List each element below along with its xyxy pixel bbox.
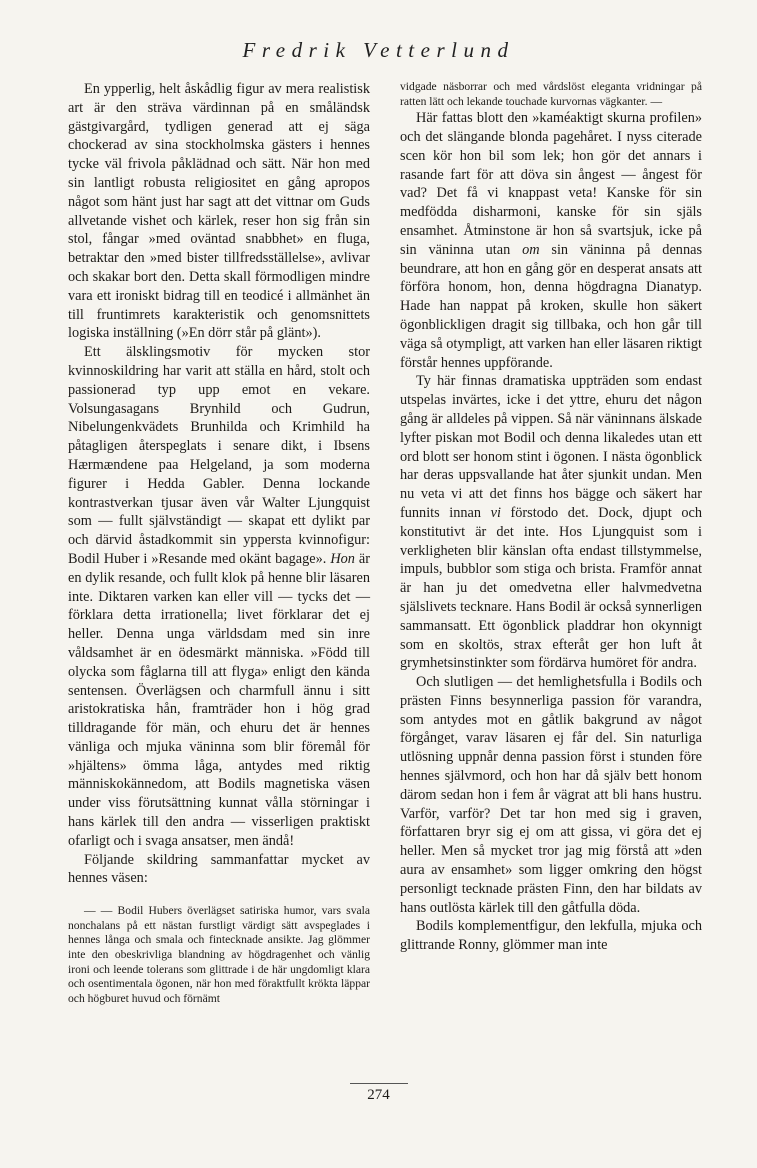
text-run: Ett älsklingsmotiv för mycken stor kvinnoskildring har varit att ställa en hård, stolt och passionerad typ upp emot en vekare. Volsungasagans Brynhild och Gudrun, Nibelungenkvädets Brunhilda och Krimhild ha påtagligen återspeglats i senare dikt, i Ibsens Hærmændene paa Helgeland, ja som moderna figurer i Hedda Gabler. Denna lockande kontrastverkan tjusar även vår Walter Ljungquist som — fullt självständigt — skapat ett dylikt par och därvid åstadkommit sin yppersta kvinnofigur: Bodil Huber i »Resande med okänt bagage».	[68, 344, 370, 567]
emphasis: om	[522, 241, 540, 258]
text-run: Här fattas blott den »kaméaktigt skurna profilen» och det slängande blonda pagehåret. I nyss citerade scen kör hon bil som lek; hon gör det annars i rasande fart för att döva sin ångest — ångest för vad? Det få vi knappast veta! Kanske för sin medfödda disharmoni, kanske för sin själs ensamhet. Åtminstone är hon så svartsjuk, icke på sin väninna utan	[400, 110, 702, 258]
paragraph	[400, 109, 702, 372]
paragraph: Och slutligen — det hemlighetsfulla i Bodils och prästen Finns besynnerliga passion för varandra, som antydes mot en gåtlik bakgrund av något förgånget, varav läsaren ej får del. Sin naturliga utlösning uppnår denna passion först i stunden före hennes självmord, och hon har då själv bett honom därom sedan hon i fem år vägrat att bli hans hustru. Varför, varför? Det tar hon med sig i graven, författaren bryr sig ej om att gissa, vi göra det ej heller. Men så mycket tror jag mig förstå att »den aura av ensamhet» som ligger omkring den högst personligt tecknade prästen Finn, den har bildats av hans outlösta kärlek till den gåtfulla döda.	[400, 674, 702, 916]
page-number: 274	[367, 1087, 390, 1103]
text-run: Ty här finnas dramatiska uppträden som endast utspelas invärtes, icke i det yttre, ehuru det någon gång är alldeles på vippen. Så när väninnans älskade lyfter piskan mot Bodil och denna likaledes utan ett ord blott ser honom stint i ögonen. I nästa ögonblick har deras uppsvallande hat åter sjunkit undan. Men nu veta vi att det finns hos bägge och säkert har funnits innan	[400, 373, 702, 521]
text-run: är en dylik resande, och fullt klok på henne blir läsaren inte. Diktaren varken kan eller vill — tycks det — förklara detta irrationella; livet förklarar det ej heller. Denna unga världsdam med sin inre våldsamhet är en ödesmärkt människa. »Född till olycka som fåglarna till att flyga» enligt den kända sentensen. Överlägsen och charmfull ännu i sitt aristokratiska hån, framträder hon i hög grad tilldragande för män, och ehuru det är hennes vänliga och mjuka väninna som blir föremål för »hjältens» ömma låga, antydes med riktig människokännedom, att Bodils magnetiska väsen under viss förutsättning kunnat vålla störningar i hans kärlek till den andra — visserligen praktiskt ofarligt och i svaga ansatser, men ändå!	[68, 550, 370, 849]
paragraph	[400, 372, 702, 673]
emphasis: vi	[490, 504, 501, 521]
block-quote: — — Bodil Hubers överlägset satiriska humor, vars svala nonchalans på ett nästan furstligt värdigt sätt avspeglades i hennes långa och smala och fintecknade ansikte. Jag glömmer inte den obeskrivliga blandning av högdragenhet och vänlig ironi och leende tolerans som glittrade i de här ungdomligt klara och osentimentala ögonen, när hon med föraktfullt krökta läppar och högburet huvud och förnämt	[68, 904, 370, 1005]
text-run: sin väninna på dennas beundrare, att hon en gång gör en desperat ansats att förföra honom, hon, denna högdragna Dianatyp. Hade han nappat på kroken, skulle hon säkert ögonblickligen dragit sig tillbaka, och hon går till väga så otympligt, att varken han eller läsaren riktigt förstår hennes uppförande.	[400, 241, 703, 371]
right-column	[400, 80, 702, 955]
block-quote-continued: vidgade näsborrar och med vårdslöst eleganta vridningar på ratten lätt och lekande touchade kurvornas vägkanter. —	[400, 80, 702, 108]
left-column	[68, 80, 370, 1006]
paragraph	[68, 343, 370, 851]
paragraph: Bodils komplementfigur, den lekfulla, mjuka och glittrande Ronny, glömmer man inte	[400, 918, 702, 954]
running-header: Fredrik Vetterlund	[242, 38, 515, 62]
footer-rule	[350, 1083, 408, 1084]
paragraph: En ypperlig, helt åskådlig figur av mera realistisk art är den sträva värdinnan på en småländsk gästgivargård, tydligen generad att ej säga chockerad av sina stockholmska gästers i hennes tycke väl frivola påklädnad och sätt. När hon med sin lantligt robusta religiositet en gång apropos något som hänt just har sagt att det vittnar om Guds allvetande vishet och kärlek, reser hon sig från sin stol, fångar »med oväntad snabbhet» en fluga, betraktar den »med bister tillfredsställelse», avlivar och skakar bort den. Detta skall förmodligen mindre vara ett ironiskt bidrag till en teodicé i allmänhet än till fruntimrets karakteristik och genomsnittets logiska inställning (»En dörr står på glänt»).	[68, 81, 370, 342]
emphasis: Hon	[330, 550, 355, 567]
paragraph: Följande skildring sammanfattar mycket av hennes väsen:	[68, 851, 370, 887]
text-run: förstodo det. Dock, djupt och konstitutivt är det inte. Hos Ljungquist som i verkligheten blir känslan ofta endast tillstymmelse, impuls, bubblor som stiga och brista. Framför annat är han ju det omedvetna eller halvmedvetna själslivets tecknare. Hans Bodil är också synnerligen sammansatt. Ett ögonblick pladdrar hon okynnigt som en skoltös, strax efteråt ger hon luft åt grymhetsinstinkter som fördärva humöret för andra.	[400, 504, 702, 672]
